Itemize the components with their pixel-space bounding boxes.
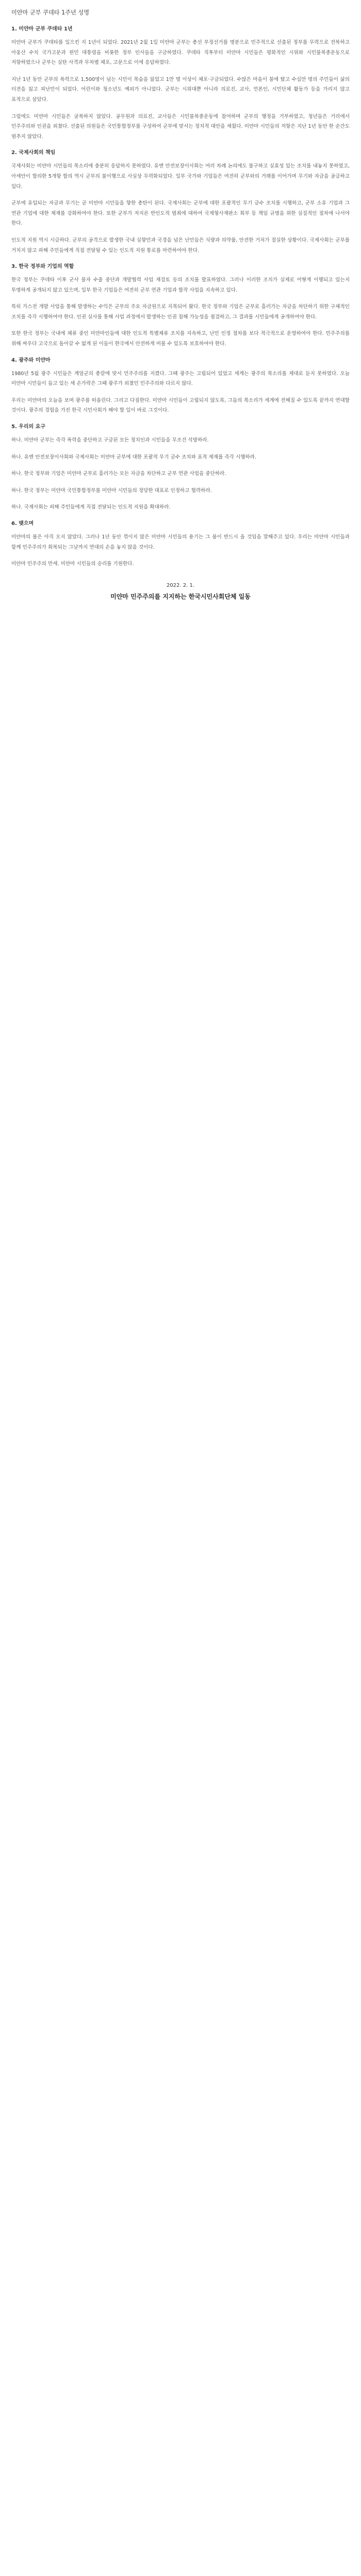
section-heading: 1. 미얀마 군부 쿠데타 1년 [11,26,73,32]
body-paragraph: 하나. 국제사회는 피해 주민들에게 직접 전달되는 인도적 지원을 확대하라. [11,504,171,511]
body-paragraph: 한국 정부는 쿠데타 이후 군사 물자 수출 중단과 개발협력 사업 재검토 등의 조치를 발표하였다. 그러나 이러한 조치가 실제로 어떻게 이행되고 있는지 투명하게 공개되지 않고 있으며, 일부 한국 기업들은 여전히 군부 연관 기업과 합작 사업을 지속하고 있다. [11,277,350,293]
body-paragraph: 하나. 한국 정부와 기업은 미얀마 군부로 흘러가는 모든 자금을 차단하고 군부 연관 사업을 중단하라. [11,471,226,477]
body-paragraph: 미얀마의 봄은 아직 오지 않았다. 그러나 1년 동안 꺾이지 않은 미얀마 시민들의 용기는 그 봄이 반드시 올 것임을 말해주고 있다. 우리는 미얀마 시민들과 함께 민주주의가 회복되는 그날까지 연대의 손을 놓지 않을 것이다. [11,534,350,550]
body-paragraph: 1980년 5월 광주 시민들은 계엄군의 총칼에 맞서 민주주의를 지켰다. 그때 광주는 고립되어 있었고 세계는 광주의 목소리를 제대로 듣지 못하였다. 오늘 미얀마 시민들이 들고 있는 세 손가락은 그때 광주가 외쳤던 민주주의와 다르지 않다. [11,370,350,387]
section-heading: 5. 우리의 요구 [11,424,46,430]
section-heading: 4. 광주와 미얀마 [11,357,51,363]
body-paragraph: 지난 1년 동안 군부의 폭력으로 1,500명이 넘는 시민이 목숨을 잃었고 1만 명 이상이 체포·구금되었다. 수많은 마을이 불에 탔고 수십만 명의 주민들이 삶의 터전을 잃고 피난민이 되었다. 어린이와 청소년도 예외가 아니었다. 군부는 시위대뿐 아니라 의료진, 교사, 언론인, 시민단체 활동가 등을 가리지 않고 표적으로 삼았다. [11,76,350,103]
document-section [11,148,350,256]
document-section [11,422,350,513]
document-title: 미얀마 군부 쿠데타 1주년 성명 [11,9,90,16]
body-paragraph: 미얀마 군부가 쿠데타를 일으킨 지 1년이 되었다. 2021년 2월 1일 미얀마 군부는 총선 부정선거를 명분으로 민주적으로 선출된 정부를 무력으로 전복하고 아웅산 수치 국가고문과 윈민 대통령을 비롯한 정부 인사들을 구금하였다. 쿠데타 직후부터 미얀마 시민들은 평화적인 시위와 시민불복종운동으로 저항하였으나 군부는 실탄 사격과 무차별 체포, 고문으로 이에 응답하였다. [11,40,350,66]
body-paragraph: 특히 가스전 개발 사업을 통해 발생하는 수익은 군부의 주요 자금원으로 지목되어 왔다. 한국 정부와 기업은 군부로 흘러가는 자금을 차단하기 위한 구체적인 조치를 즉각 시행하여야 한다. 인권 실사를 통해 사업 과정에서 발생하는 인권 침해 가능성을 점검하고, 그 결과를 시민들에게 공개하여야 한다. [11,304,350,320]
body-paragraph: 군부에 유입되는 자금과 무기는 곧 미얀마 시민들을 향한 총탄이 된다. 국제사회는 군부에 대한 포괄적인 무기 금수 조치를 시행하고, 군부 소유 기업과 그 연관 기업에 대한 제재를 강화하여야 한다. 또한 군부가 저지른 반인도적 범죄에 대하여 국제형사재판소 회부 등 책임 규명을 위한 실질적인 절차에 나서야 한다. [11,200,350,227]
body-paragraph: 하나. 미얀마 군부는 즉각 폭력을 중단하고 구금된 모든 정치인과 시민들을 무조건 석방하라. [11,437,209,444]
document-section [11,262,350,349]
body-paragraph: 인도적 지원 역시 시급하다. 군부의 공격으로 발생한 국내 실향민과 국경을 넘은 난민들은 식량과 의약품, 안전한 거처가 절실한 상황이다. 국제사회는 군부를 거치지 않고 피해 주민들에게 직접 전달될 수 있는 인도적 지원 통로를 마련하여야 한다. [11,237,350,253]
body-paragraph: 그럼에도 미얀마 시민들은 굴복하지 않았다. 공무원과 의료진, 교사들은 시민불복종운동에 참여하며 군부의 행정을 거부하였고, 청년들은 거리에서 민주주의와 인권을 외쳤다. 선출된 의원들은 국민통합정부를 구성하여 군부에 맞서는 정치적 대안을 세웠다. 미얀마 시민들의 저항은 지난 1년 동안 한 순간도 멈추지 않았다. [11,113,350,140]
document-body [11,25,350,569]
section-heading: 2. 국제사회의 책임 [11,150,56,156]
document-section [11,25,350,142]
issuing-organization: 미얀마 민주주의를 지지하는 한국시민사회단체 일동 [110,592,251,600]
document-date: 2022. 2. 1. [166,582,195,588]
body-paragraph: 우리는 미얀마의 오늘을 보며 광주를 떠올린다. 그리고 다짐한다. 미얀마 시민들이 고립되지 않도록, 그들의 목소리가 세계에 전해질 수 있도록 끝까지 연대할 것이다. 광주의 경험을 가진 한국 시민사회가 해야 할 일이 바로 그것이다. [11,397,350,414]
body-paragraph: 미얀마 민주주의 만세. 미얀마 시민들의 승리를 기원한다. [11,561,134,567]
signoff [11,581,350,602]
document-section [11,356,350,416]
section-heading: 3. 한국 정부와 기업의 역할 [11,264,74,270]
body-paragraph: 또한 한국 정부는 국내에 체류 중인 미얀마인들에 대한 인도적 특별체류 조치를 지속하고, 난민 인정 절차를 보다 적극적으로 운영하여야 한다. 민주주의를 위해 싸우다 고국으로 돌아갈 수 없게 된 이들이 한국에서 안전하게 머물 수 있도록 보호하여야 한다. [11,331,350,347]
body-paragraph: 하나. 한국 정부는 미얀마 국민통합정부를 미얀마 시민들의 정당한 대표로 인정하고 협력하라. [11,487,212,494]
section-heading: 6. 맺으며 [11,521,34,527]
body-paragraph: 하나. 유엔 안전보장이사회와 국제사회는 미얀마 군부에 대한 포괄적 무기 금수 조치와 표적 제재를 즉각 시행하라. [11,454,257,460]
document-section [11,519,350,569]
body-paragraph: 국제사회는 미얀마 시민들의 목소리에 충분히 응답하지 못하였다. 유엔 안전보장이사회는 여러 차례 논의에도 불구하고 실효성 있는 조치를 내놓지 못하였고, 아세안이 합의한 5개항 합의 역시 군부의 불이행으로 사실상 무력화되었다. 일부 국가와 기업들은 여전히 군부와의 거래를 이어가며 무기와 자금을 공급하고 있다. [11,163,350,190]
